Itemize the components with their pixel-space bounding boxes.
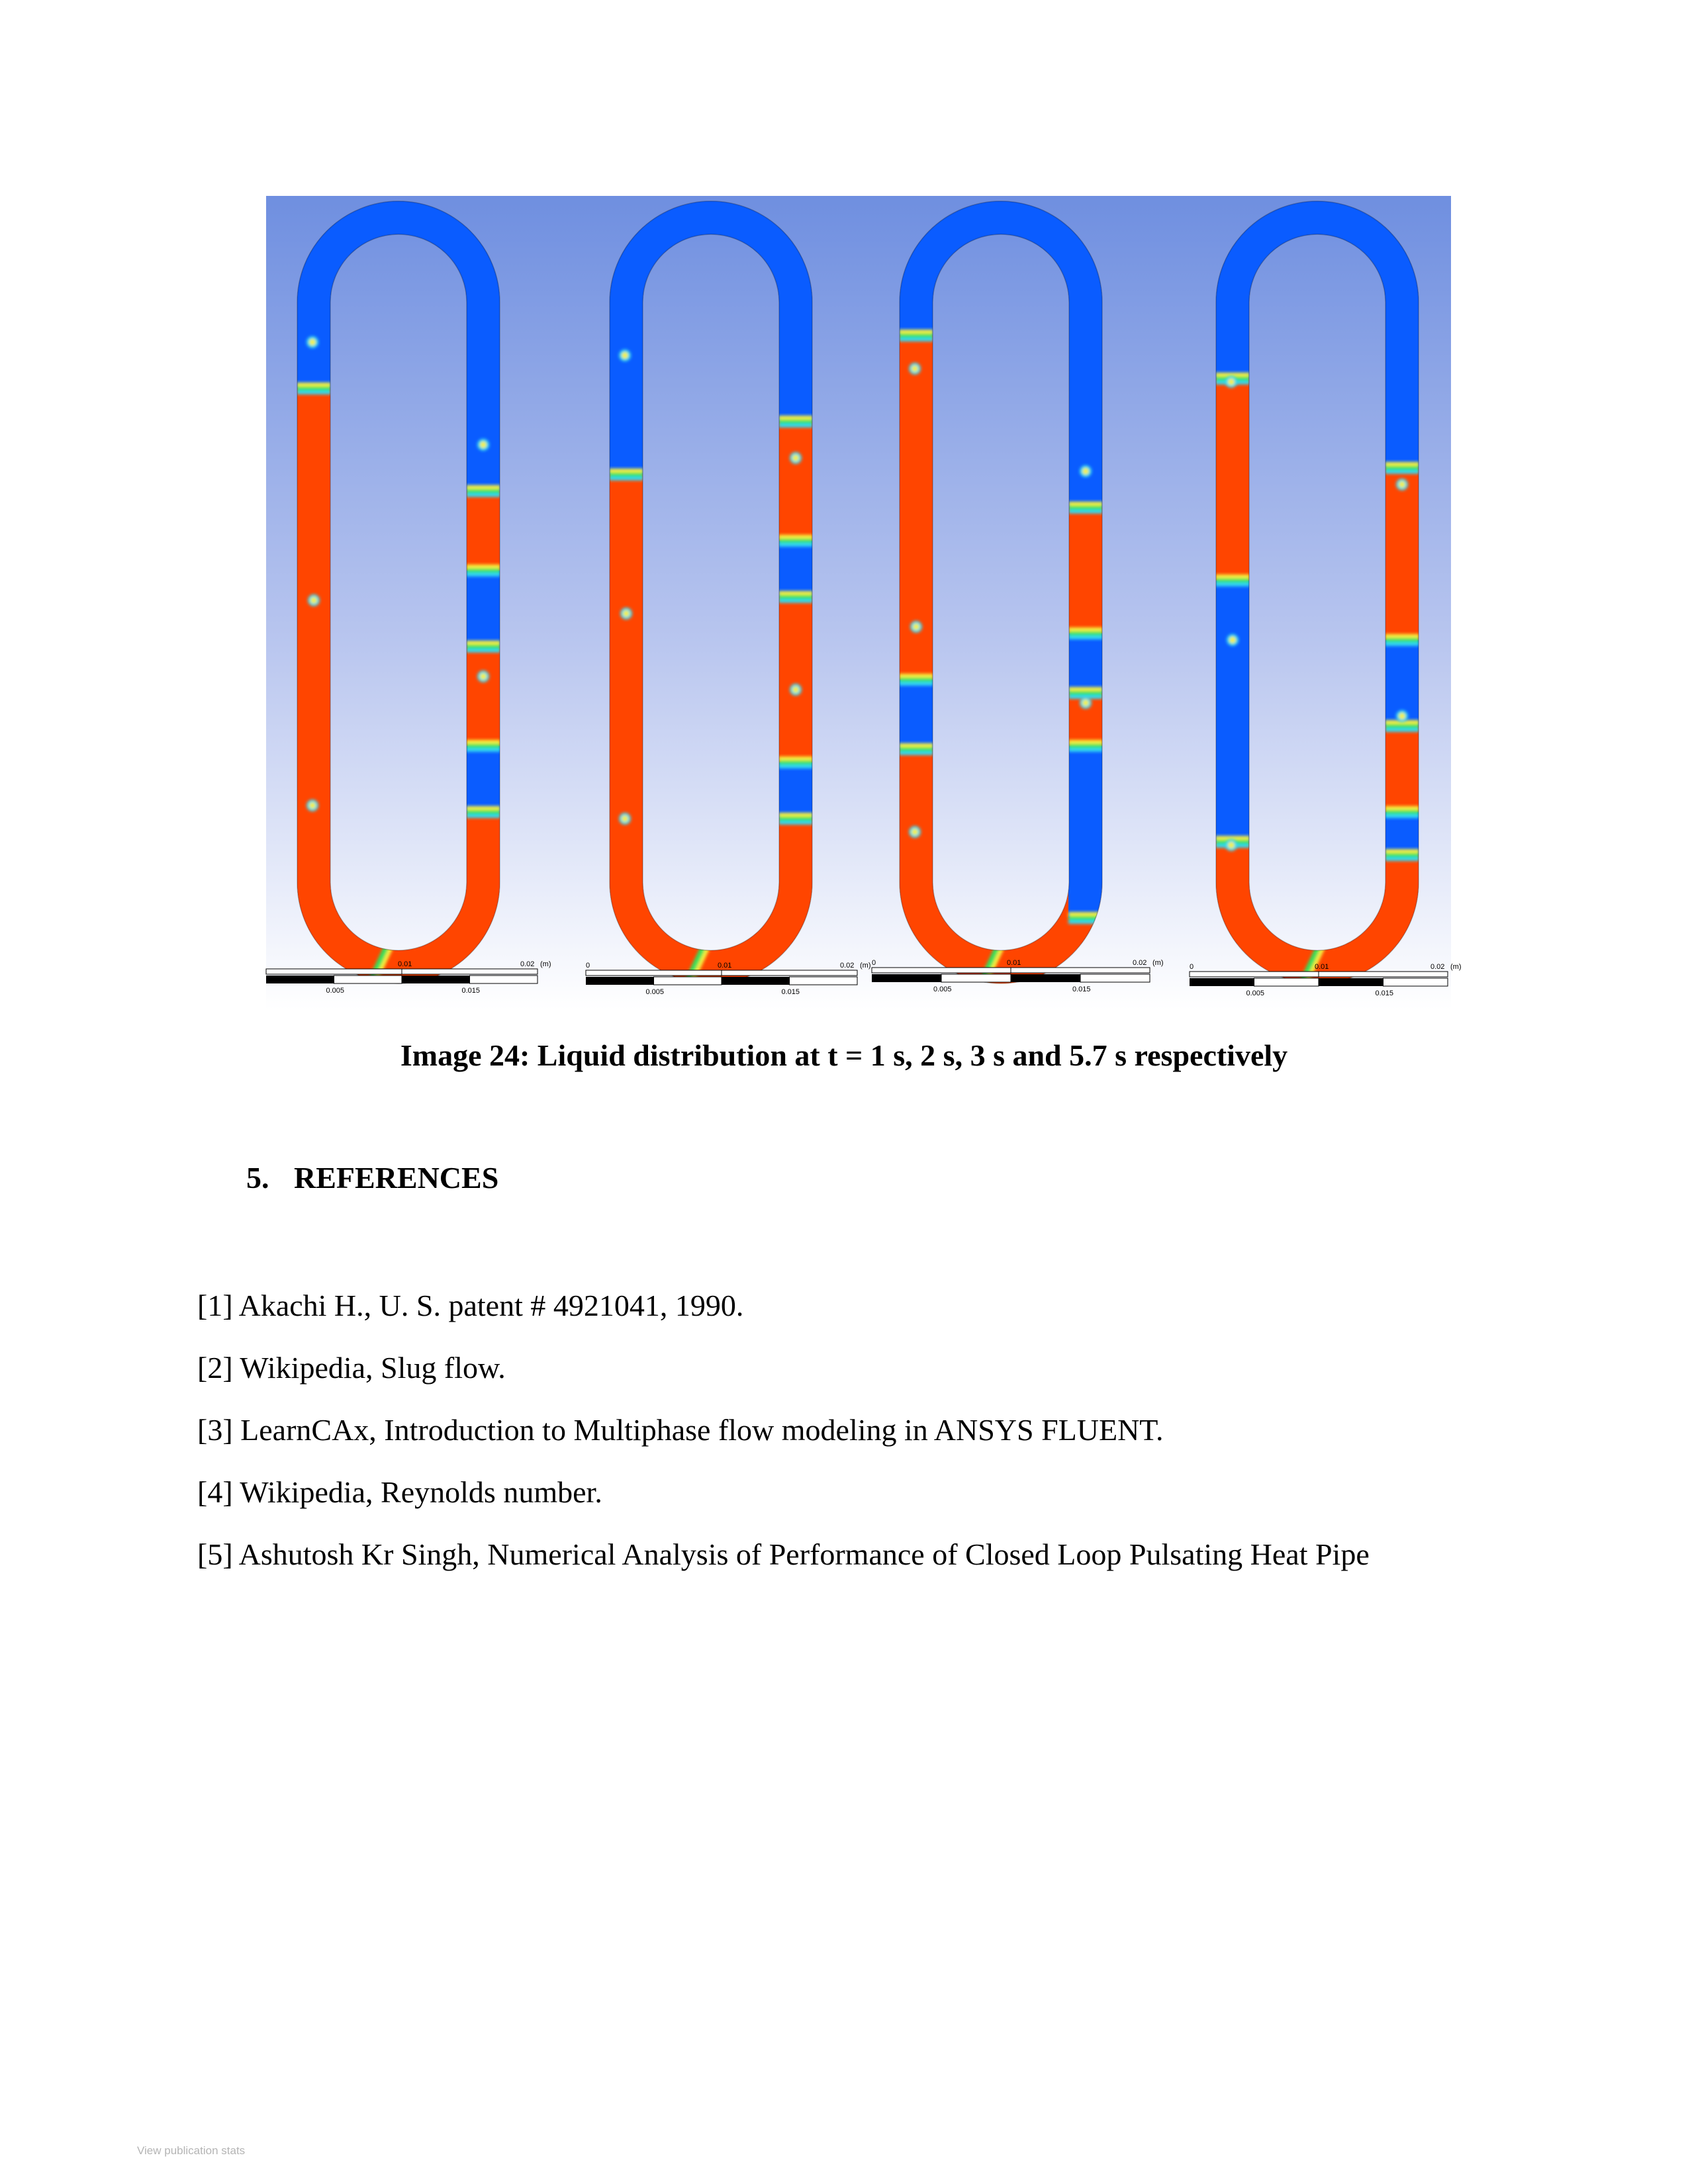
scale-label-high: 0.015 — [461, 987, 481, 995]
view-publication-stats-link[interactable]: View publication stats — [137, 2144, 246, 2157]
section-number: 5. — [246, 1161, 269, 1195]
scale-label-low: 0.005 — [326, 987, 345, 995]
scale-label-high: 0.015 — [1072, 985, 1091, 993]
reference-item: [5] Ashutosh Kr Singh, Numerical Analysis of Performance of Closed Loop Pulsating Heat Pipe — [197, 1537, 1370, 1571]
reference-list — [197, 1287, 1370, 1598]
liquid-distribution-figure — [266, 196, 1462, 1010]
scale-label-end: 0.02 — [1133, 959, 1147, 967]
reference-item: [4] Wikipedia, Reynolds number. — [197, 1475, 602, 1509]
reference-item: [1] Akachi H., U. S. patent # 4921041, 1990. — [197, 1289, 744, 1322]
section-heading — [246, 1160, 498, 1195]
scale-label-unit: (m) — [860, 962, 871, 970]
figure-caption: Image 24: Liquid distribution at t = 1 s, 2 s, 3 s and 5.7 s respectively — [400, 1038, 1288, 1072]
scale-label-unit: (m) — [540, 960, 551, 968]
scale-label-mid: 0.01 — [398, 960, 412, 968]
scale-label-end: 0.02 — [1430, 963, 1445, 971]
scale-label-unit: (m) — [1450, 963, 1462, 971]
scale-label-mid: 0.01 — [1007, 959, 1021, 967]
scale-label-unit: (m) — [1152, 959, 1164, 967]
scale-label-start: 0 — [872, 959, 876, 967]
scale-label-end: 0.02 — [520, 960, 535, 968]
scale-label-mid: 0.01 — [718, 962, 732, 970]
reference-item: [2] Wikipedia, Slug flow. — [197, 1351, 506, 1385]
section-title: REFERENCES — [294, 1161, 499, 1195]
reference-item: [3] LearnCAx, Introduction to Multiphase flow modeling in ANSYS FLUENT. — [197, 1413, 1164, 1447]
scale-label-high: 0.015 — [781, 988, 800, 996]
scale-label-mid: 0.01 — [1315, 963, 1329, 971]
figure-background — [266, 196, 1451, 1010]
contour-plot-image — [266, 196, 1462, 1010]
scale-label-high: 0.015 — [1375, 989, 1394, 997]
scale-label-end: 0.02 — [840, 962, 855, 970]
scale-label-low: 0.005 — [1246, 989, 1265, 997]
scale-label-low: 0.005 — [933, 985, 952, 993]
scale-label-start: 0 — [1190, 963, 1194, 971]
scale-label-start: 0 — [586, 962, 590, 970]
scale-label-low: 0.005 — [645, 988, 665, 996]
